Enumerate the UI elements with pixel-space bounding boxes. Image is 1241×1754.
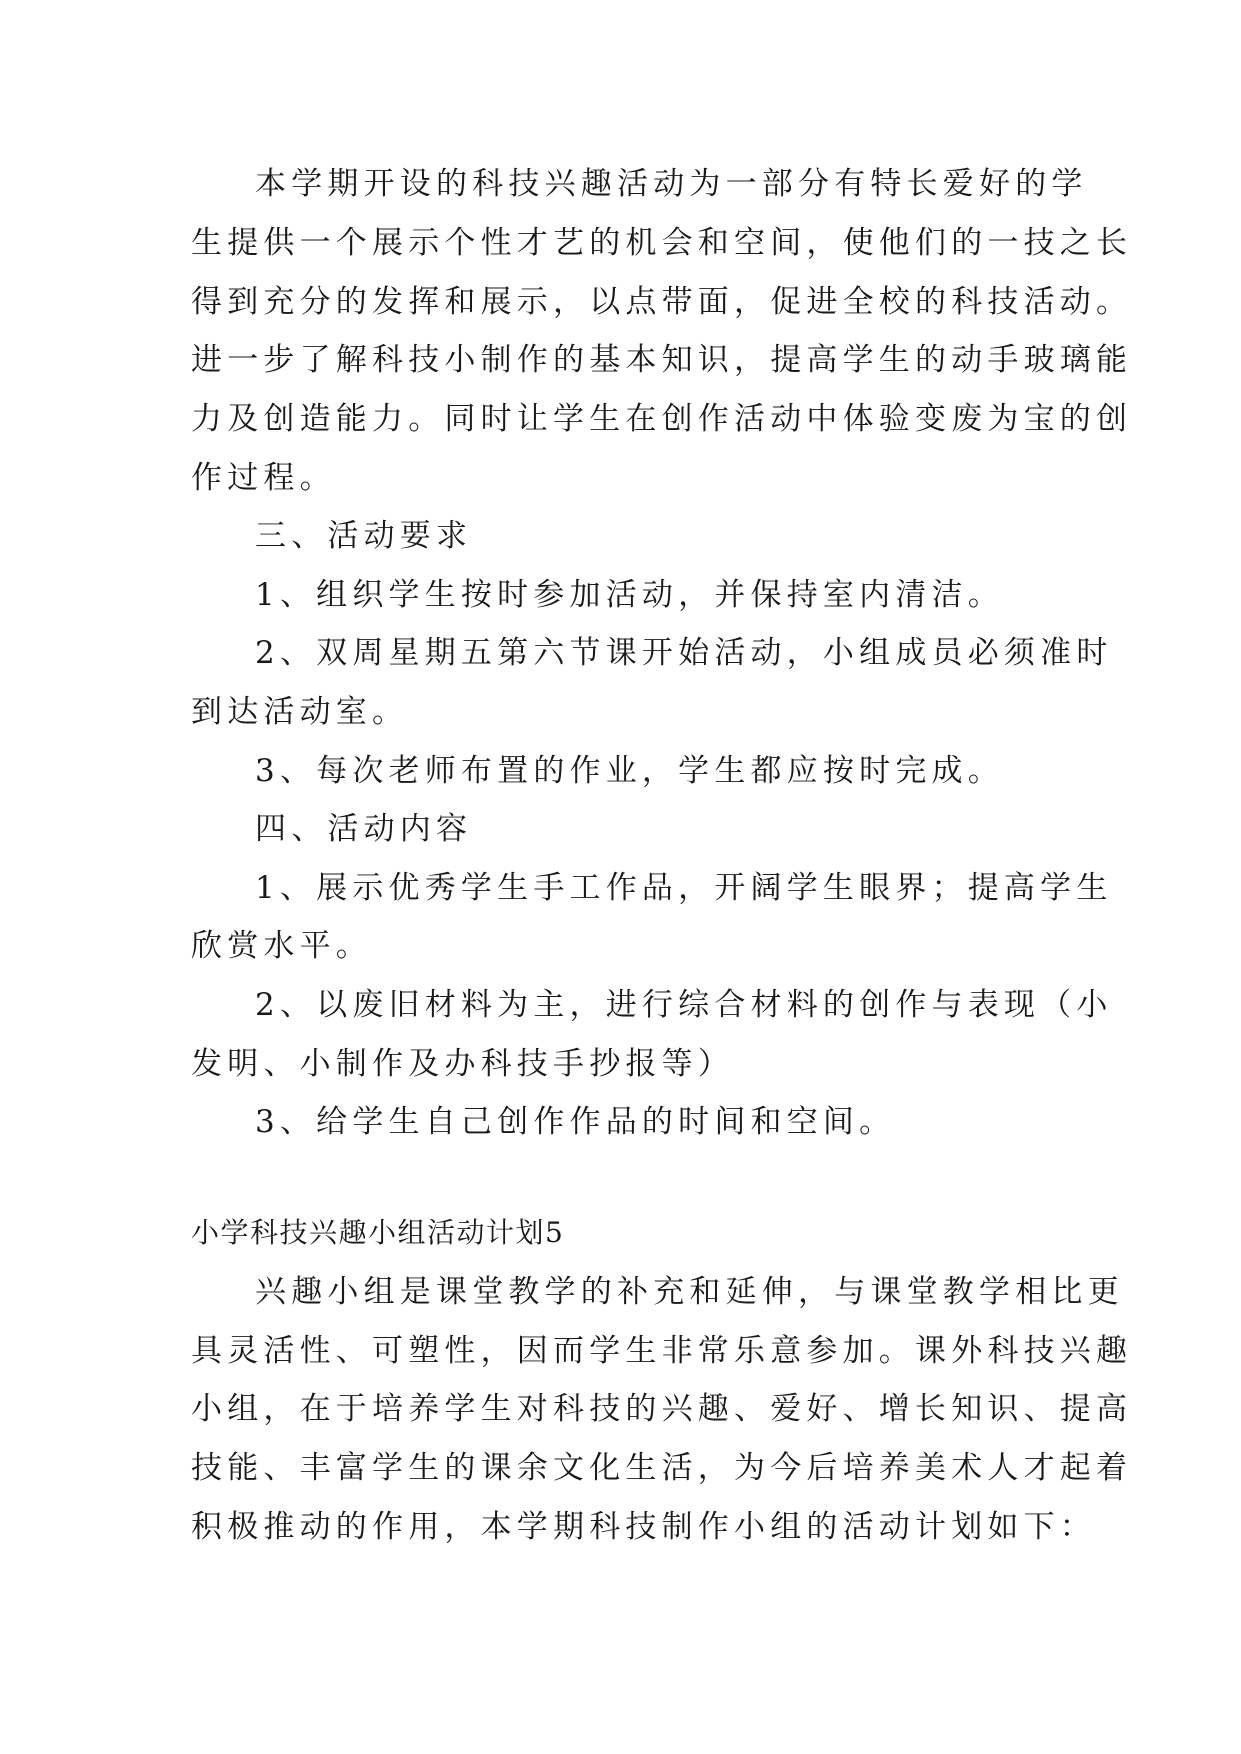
list-item: 3、每次老师布置的作业，学生都应按时完成。 [255, 753, 1004, 789]
list-item: 1、展示优秀学生手工作品，开阔学生眼界；提高学生 [255, 870, 1113, 906]
paragraph-line: 生提供一个展示个性才艺的机会和空间，使他们的一技之长 [191, 225, 1133, 261]
paragraph-line: 积极推动的作用，本学期科技制作小组的活动计划如下： [191, 1509, 1096, 1545]
paragraph-line: 力及创造能力。同时让学生在创作活动中体验变废为宝的创 [191, 401, 1133, 437]
section-heading: 三、活动要求 [255, 518, 473, 554]
paragraph-line: 本学期开设的科技兴趣活动为一部分有特长爱好的学 [255, 166, 1088, 202]
section-title: 小学科技兴趣小组活动计划5 [191, 1216, 565, 1249]
paragraph-line: 作过程。 [191, 460, 336, 496]
list-item-continuation: 欣赏水平。 [191, 928, 372, 964]
list-item-continuation: 到达活动室。 [191, 694, 409, 730]
paragraph-line: 技能、丰富学生的课余文化生活，为今后培养美术人才起着 [191, 1450, 1133, 1486]
paragraph-line: 小组，在于培养学生对科技的兴趣、爱好、增长知识、提高 [191, 1391, 1133, 1427]
list-item-continuation: 发明、小制作及办科技手抄报等） [191, 1046, 734, 1082]
list-item: 3、给学生自己创作作品的时间和空间。 [255, 1104, 896, 1140]
paragraph-line: 兴趣小组是课堂教学的补充和延伸，与课堂教学相比更 [255, 1274, 1124, 1310]
section-heading: 四、活动内容 [255, 811, 473, 847]
list-item: 1、组织学生按时参加活动，并保持室内清洁。 [255, 577, 1004, 613]
list-item: 2、双周星期五第六节课开始活动，小组成员必须准时 [255, 635, 1113, 671]
paragraph-line: 进一步了解科技小制作的基本知识，提高学生的动手玻璃能 [191, 342, 1133, 378]
paragraph-line: 得到充分的发挥和展示，以点带面，促进全校的科技活动。 [191, 284, 1133, 320]
list-item: 2、以废旧材料为主，进行综合材料的创作与表现（小 [255, 987, 1113, 1023]
paragraph-line: 具灵活性、可塑性，因而学生非常乐意参加。课外科技兴趣 [191, 1333, 1133, 1369]
